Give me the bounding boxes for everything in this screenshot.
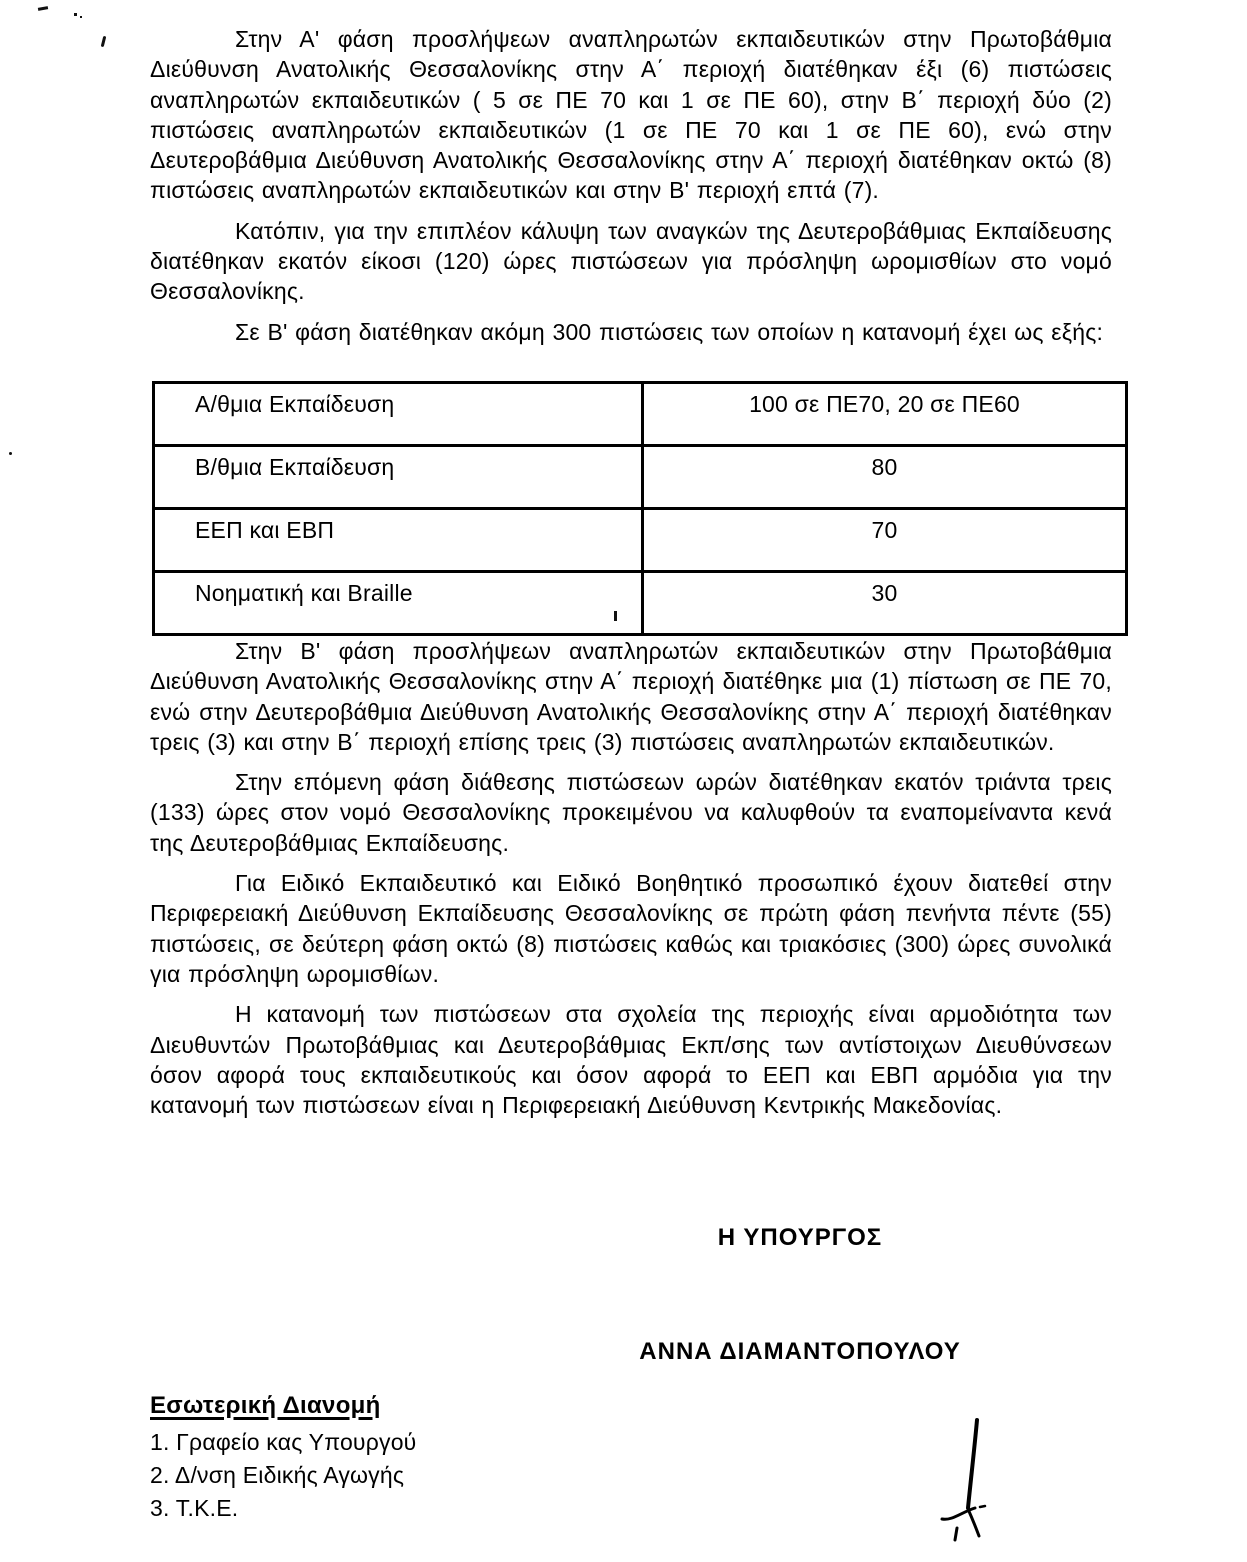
table-row — [154, 445, 1127, 508]
row-value: 70 — [643, 508, 1127, 571]
scan-speck — [74, 13, 77, 16]
scan-speck — [80, 16, 82, 18]
table-row — [154, 571, 1127, 634]
row-value: 30 — [643, 571, 1127, 634]
body-paragraph: Στην επόμενη φάση διάθεσης πιστώσεων ωρών διατέθηκαν εκατόν τριάντα τρεις (133) ώρες στον νομό Θεσσαλονίκης προκειμένου να καλυφθούν τα εναπομείναντα κενά της Δευτεροβάθμιας Εκπαίδευσης. — [150, 769, 1112, 856]
table-row — [154, 382, 1127, 445]
body-paragraph: Η κατανομή των πιστώσεων στα σχολεία της περιοχής είναι αρμοδιότητα των Διευθυντών Πρωτοβάθμιας και Δευτεροβάθμιας Εκπ/σης των αντίστοιχων Διευθύνσεων όσον αφορά τους εκπαιδευτικούς και όσον αφορά το ΕΕΠ και ΕΒΠ αρμόδια για την κατανομή των πιστώσεων είναι η Περιφερειακή Διεύθυνση Κεντρικής Μακεδονίας. — [150, 1001, 1112, 1119]
scan-speck — [101, 36, 107, 47]
signature-stroke — [920, 1408, 1020, 1548]
body-paragraph: Σε Β' φάση διατέθηκαν ακόμη 300 πιστώσεις των οποίων η κατανομή έχει ως εξής: — [235, 318, 1104, 345]
body-paragraph: Στην Β' φάση προσλήψεων αναπληρωτών εκπαιδευτικών στην Πρωτοβάθμια Διεύθυνση Ανατολικής Θεσσαλονίκης στην Α΄ περιοχή διατέθηκε μια (1) πίστωση σε ΠΕ 70, ενώ στην Δευτεροβάθμια Διεύθυνση Ανατολικής Θεσσαλονίκης στην Α΄ περιοχή διατέθηκαν τρεις (3) και στην Β΄ περιοχή επίσης τρεις (3) πιστώσεις αναπληρωτών εκπαιδευτικών. — [150, 637, 1112, 755]
distribution-item: 1. Γραφείο κας Υπουργού — [150, 1429, 417, 1455]
scan-speck — [38, 6, 48, 11]
distribution-item: 2. Δ/νση Ειδικής Αγωγής — [150, 1462, 405, 1488]
internal-distribution-heading: Εσωτερική Διανομή — [150, 1392, 381, 1419]
row-label: Α/θμια Εκπαίδευση — [154, 382, 643, 445]
minister-name: ΑΝΝΑ ΔΙΑΜΑΝΤΟΠΟΥΛΟΥ — [639, 1338, 961, 1365]
row-value: 100 σε ΠΕ70, 20 σε ΠΕ60 — [643, 382, 1127, 445]
table-row — [154, 508, 1127, 571]
row-label: ΕΕΠ και ΕΒΠ — [154, 508, 643, 571]
body-paragraph: Κατόπιν, για την επιπλέον κάλυψη των αναγκών της Δευτεροβάθμιας Εκπαίδευσης διατέθηκαν εκατόν είκοσι (120) ώρες πιστώσεων για πρόσληψη ωρομισθίων στο νομό Θεσσαλονίκης. — [150, 217, 1112, 305]
distribution-item: 3. Τ.Κ.Ε. — [150, 1495, 239, 1521]
body-paragraph: Για Ειδικό Εκπαιδευτικό και Ειδικό Βοηθητικό προσωπικό έχουν διατεθεί στην Περιφερειακή Διεύθυνση Εκπαίδευσης Θεσσαλονίκης σε πρώτη φάση πενήντα πέντε (55) πιστώσεις, σε δεύτερη φάση οκτώ (8) πιστώσεις καθώς και τριακόσιες (300) ώρες συνολικά για πρόσληψη ωρομισθίων. — [150, 870, 1112, 987]
document-body — [150, 24, 1112, 1130]
internal-distribution — [150, 1392, 650, 1525]
body-paragraph: Στην Α' φάση προσλήψεων αναπληρωτών εκπαιδευτικών στην Πρωτοβάθμια Διεύθυνση Ανατολικής Θεσσαλονίκης στην Α΄ περιοχή διατέθηκαν έξι (6) πιστώσεις αναπληρωτών εκπαιδευτικών ( 5 σε ΠΕ 70 και 1 σε ΠΕ 60), στην Β΄ περιοχή δύο (2) πιστώσεις αναπληρωτών εκπαιδευτικών (1 σε ΠΕ 70 και 1 σε ΠΕ 60), ενώ στην Δευτεροβάθμια Διεύθυνση Ανατολικής Θεσσαλονίκης στην Α΄ περιοχή διατέθηκαν οκτώ (8) πιστώσεις αναπληρωτών εκπαιδευτικών και στην Β' περιοχή επτά (7). — [150, 26, 1112, 204]
row-label: Νοηματική και Braille — [154, 571, 643, 634]
row-label: Β/θμια Εκπαίδευση — [154, 445, 643, 508]
allocation-table — [152, 381, 1128, 636]
scan-speck — [9, 452, 12, 455]
minister-title: Η ΥΠΟΥΡΓΟΣ — [717, 1224, 883, 1251]
row-value: 80 — [643, 445, 1127, 508]
